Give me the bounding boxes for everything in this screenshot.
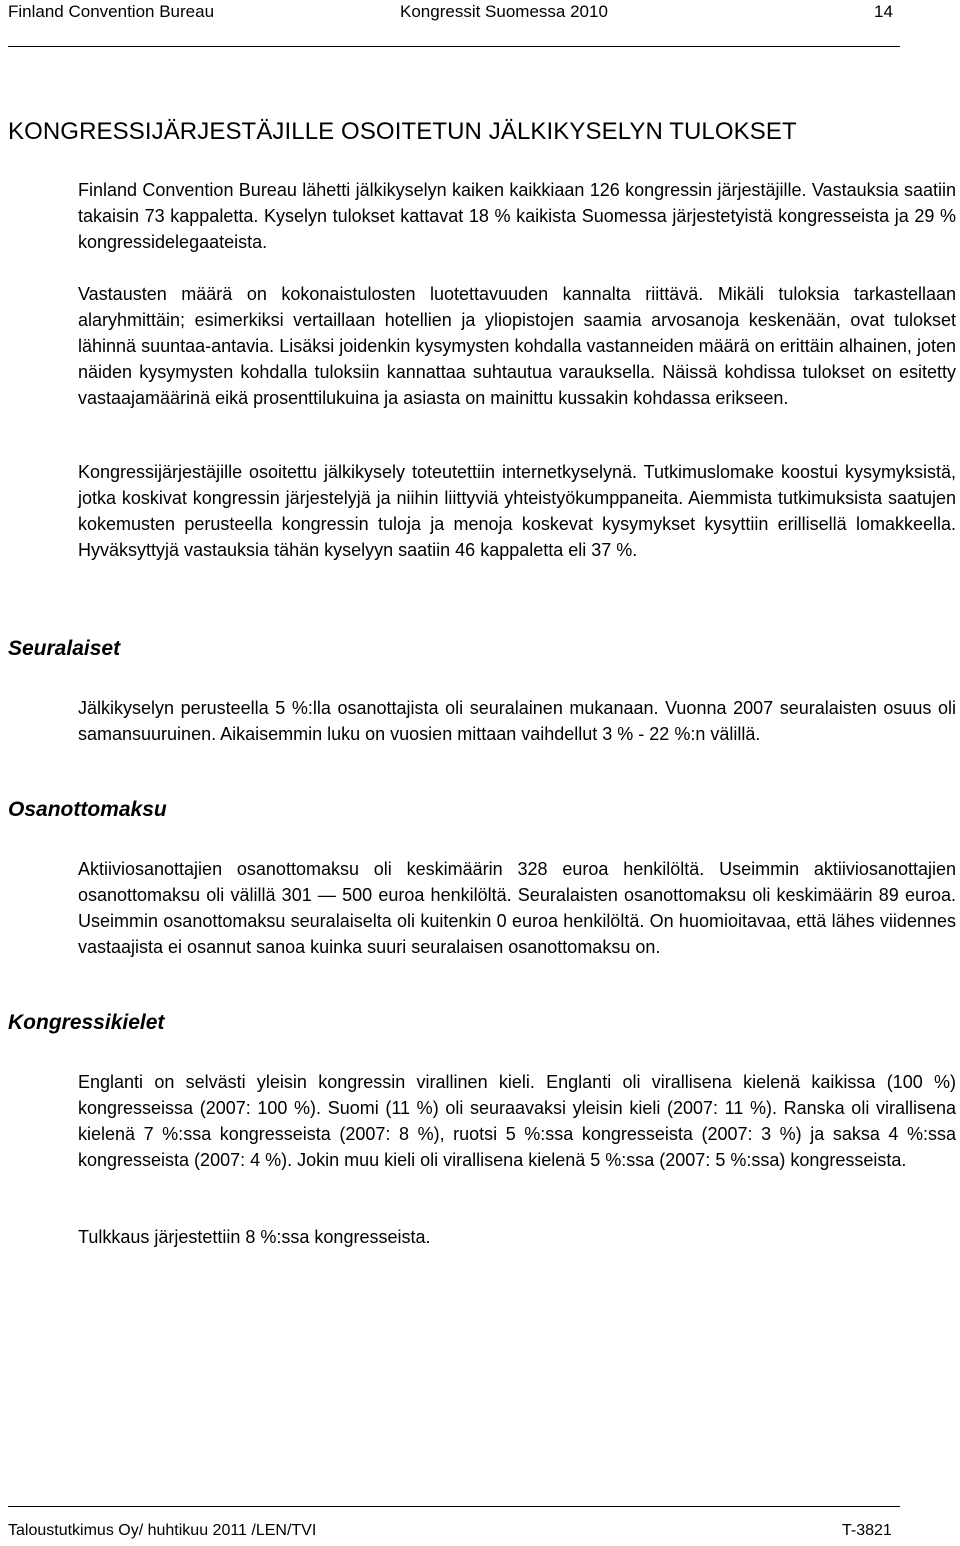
footer-rule [8,1506,900,1507]
intro-paragraph-2: Vastausten määrä on kokonaistulosten luotettavuuden kannalta riittävä. Mikäli tuloksia tarkastellaan alaryhmittäin; esimerkiksi vertaillaan hotellien ja yliopistojen saamia arvosanoja keskenään, ovat tulokset lähinnä suuntaa-antavia. Lisäksi joidenkin kysymysten kohdalla vastanneiden määrä on erittäin alhainen, joten näiden kysymysten kohdalla tuloksiin kannattaa suhtautua varauksella. Näissä kohdissa tulokset on esitetty vastaajamäärinä eikä prosenttilukuina ja asiasta on mainittu kussakin kohdassa erikseen. [78,284,956,408]
footer-author: Taloustutkimus Oy/ huhtikuu 2011 /LEN/TVI [8,1522,317,1539]
footer-project-code: T-3821 [842,1522,892,1539]
header-rule [8,46,900,47]
page-title: KONGRESSIJÄRJESTÄJILLE OSOITETUN JÄLKIKYSELYN TULOKSET [8,118,797,145]
section-heading-seuralaiset: Seuralaiset [8,637,121,660]
section-heading-kongressikielet: Kongressikielet [8,1011,165,1034]
osanottomaksu-paragraph: Aktiiviosanottajien osanottomaksu oli keskimäärin 328 euroa henkilöltä. Useimmin aktiiviosanottajien osanottomaksu oli välillä 301 — 500 euroa henkilöltä. Seuralaisten osanottomaksu oli keskimäärin 89 euroa. Useimmin osanottomaksu seuralaiselta oli kuitenkin 0 euroa henkilöltä. On huomioitavaa, että lähes viidennes vastaajista ei osannut sanoa kuinka suuri seuralaisen osanottomaksu on. [78,859,956,957]
intro-paragraph-1: Finland Convention Bureau lähetti jälkikyselyn kaiken kaikkiaan 126 kongressin järjestäjille. Vastauksia saatiin takaisin 73 kappaletta. Kyselyn tulokset kattavat 18 % kaikista Suomessa järjestetyistä kongresseista ja 29 % kongressidelegaateista. [78,180,956,252]
tulkkaus-paragraph: Tulkkaus järjestettiin 8 %:ssa kongresseista. [78,1227,431,1247]
header-page-number: 14 [874,2,893,21]
kongressikielet-paragraph: Englanti on selvästi yleisin kongressin virallinen kieli. Englanti oli virallisena kielenä kaikissa (100 %) kongresseissa (2007: 100 %). Suomi (11 %) oli seuraavaksi yleisin kieli (2007: 11 %). Ranska oli virallisena kielenä 7 %:ssa kongresseista (2007: 8 %), ruotsi 5 %:ssa kongresseista (2007: 3 %) ja saksa 4 %:ssa kongresseista (2007: 4 %). Jokin muu kieli oli virallisena kielenä 5 %:ssa (2007: 5 %:ssa) kongresseista. [78,1072,956,1170]
header-report-title: Kongressit Suomessa 2010 [400,2,608,21]
seuralaiset-paragraph: Jälkikyselyn perusteella 5 %:lla osanottajista oli seuralainen mukanaan. Vuonna 2007 seuralaisten osuus oli samansuuruinen. Aikaisemmin luku on vuosien mittaan vaihdellut 3 % - 22 %:n välillä. [78,698,956,744]
header-publisher: Finland Convention Bureau [8,2,215,21]
section-heading-osanottomaksu: Osanottomaksu [8,798,167,821]
intro-paragraph-3: Kongressijärjestäjille osoitettu jälkikysely toteutettiin internetkyselynä. Tutkimuslomake koostui kysymyksistä, jotka koskivat kongressin järjestelyjä ja niihin liittyviä yhteistyökumppaneita. Aiemmista tutkimuksista saatujen kokemusten perusteella kongressin tuloja ja menoja koskevat kysymykset kysyttiin erillisellä lomakkeella. Hyväksyttyjä vastauksia tähän kyselyyn saatiin 46 kappaletta eli 37 %. [78,462,956,560]
page-header [8,0,900,26]
page-footer [8,1522,908,1544]
